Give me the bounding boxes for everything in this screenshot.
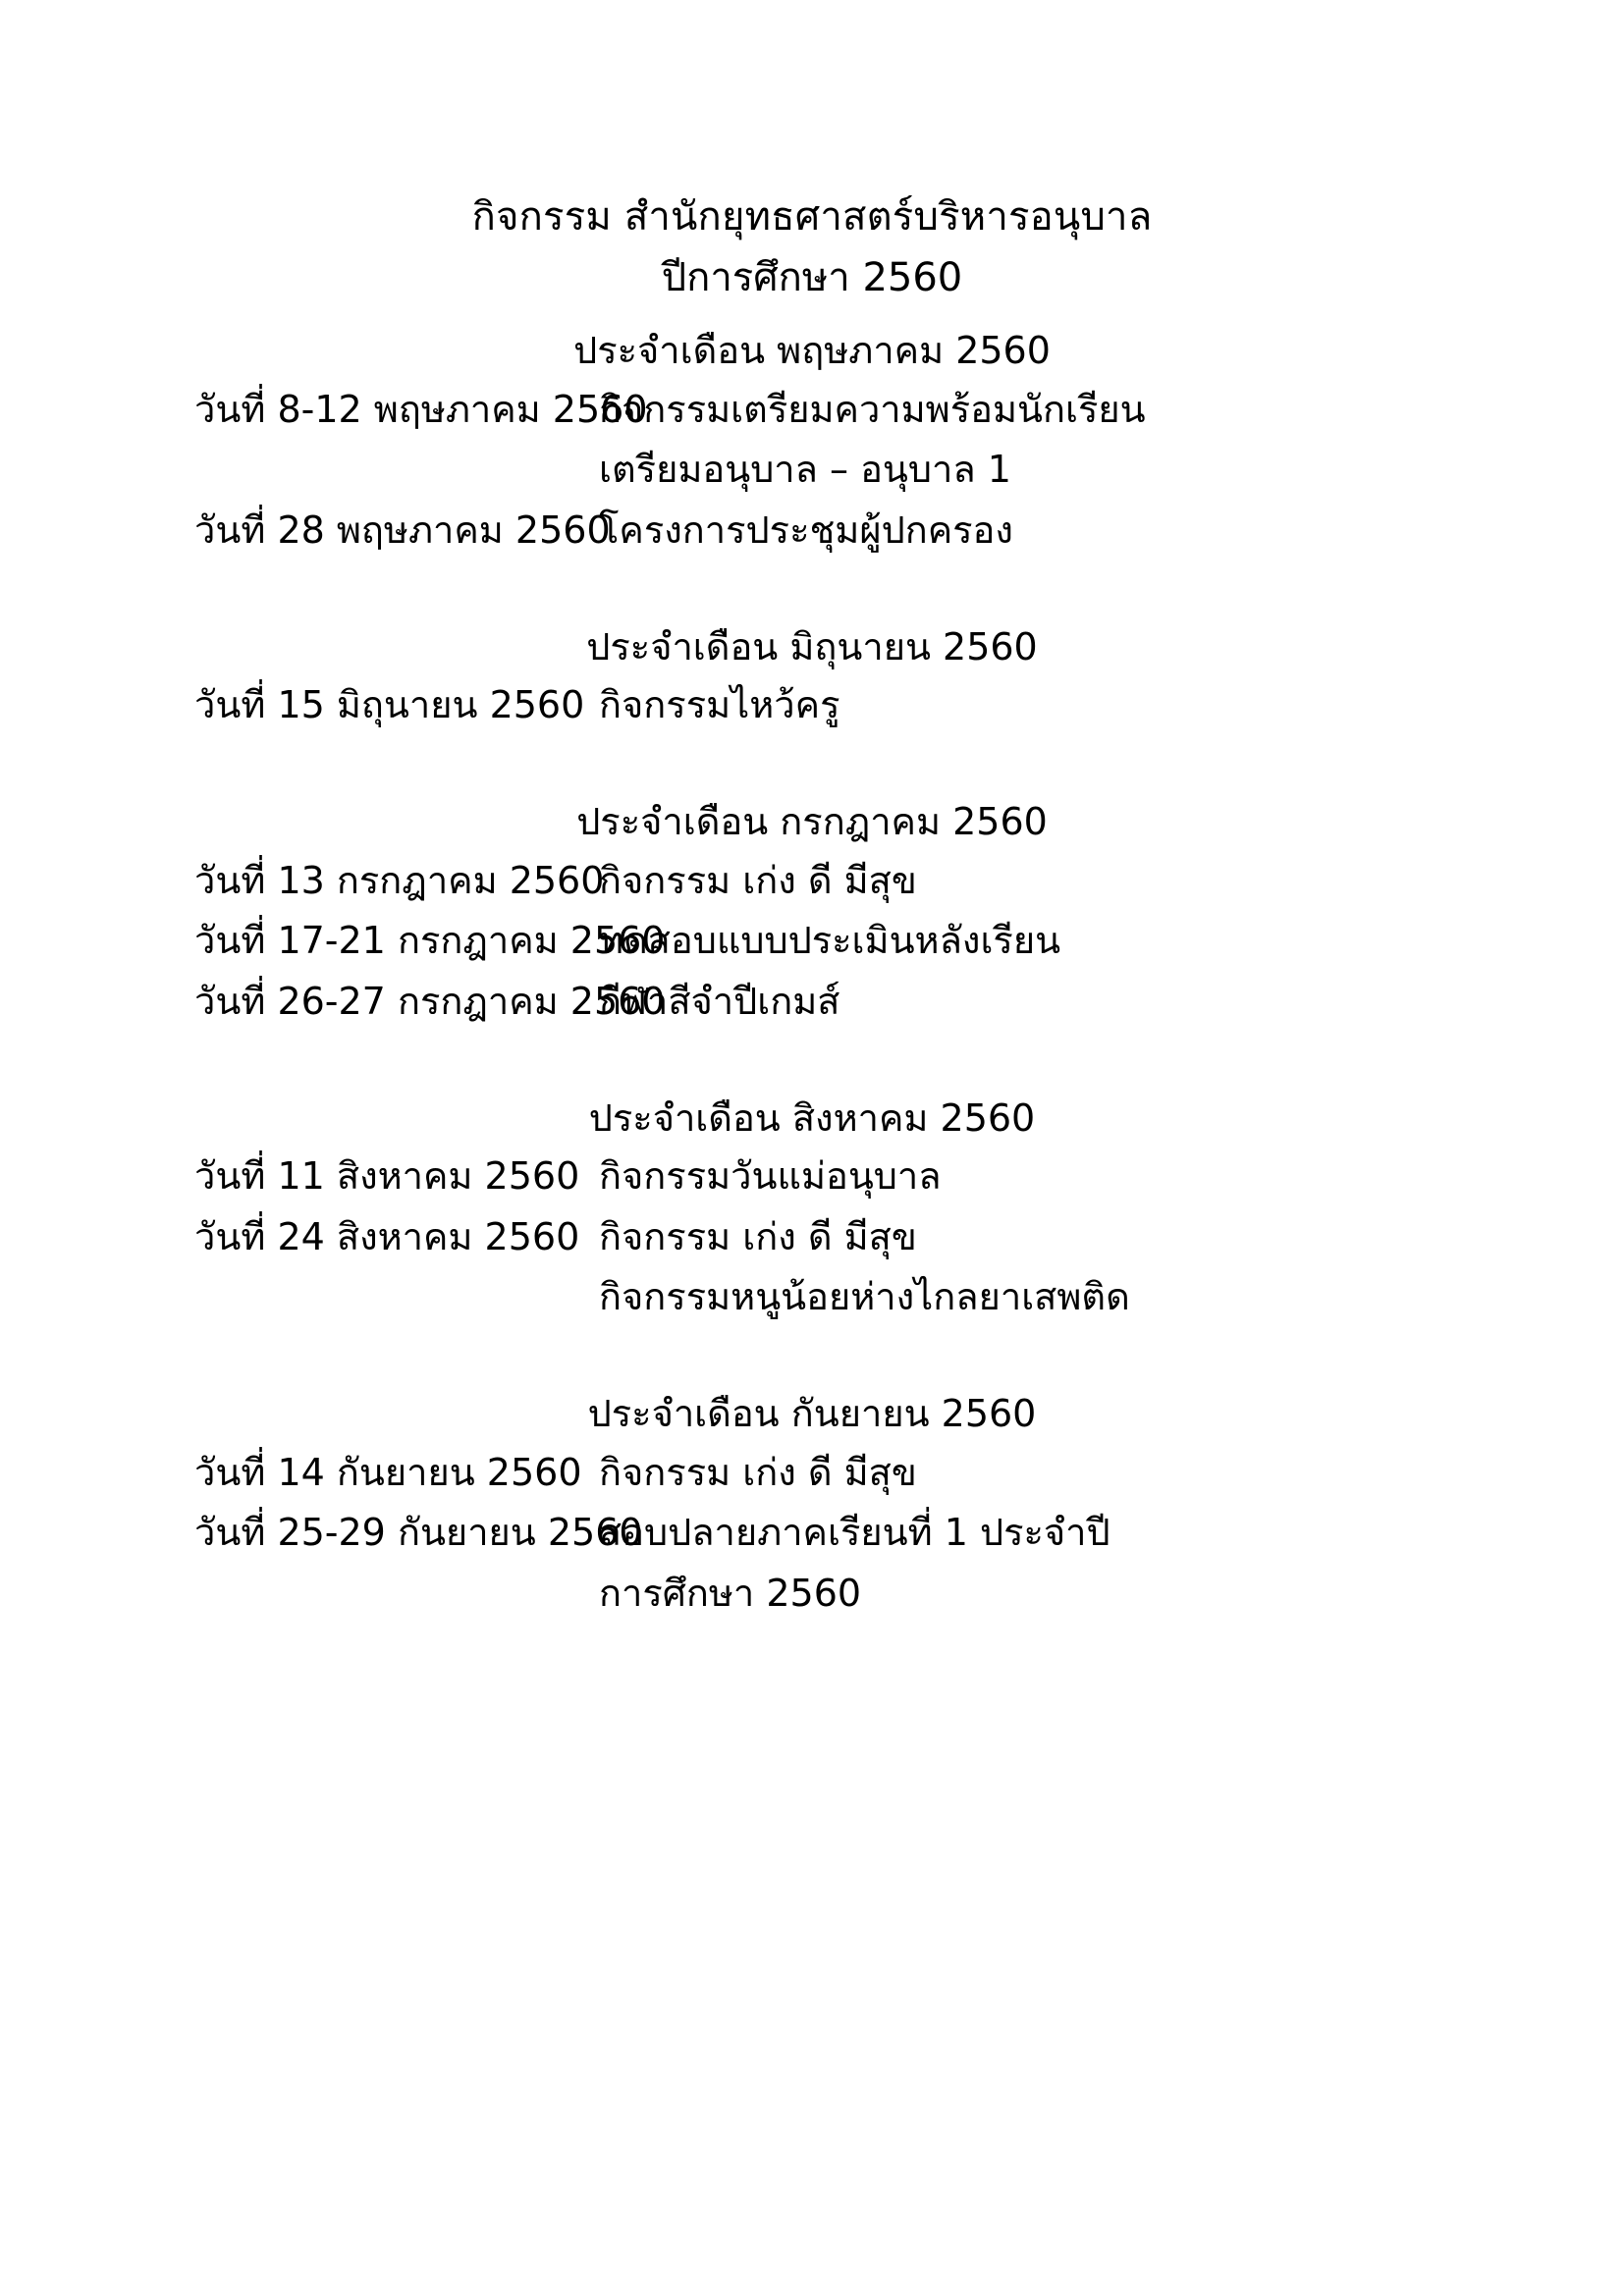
schedule-date: วันที่ 15 มิถุนายน 2560 xyxy=(194,683,585,727)
section-spacer xyxy=(147,736,1477,793)
schedule-row xyxy=(147,1564,1477,1625)
section-spacer xyxy=(147,1033,1477,1090)
schedule-activity: กิจกรรมหนูน้อยห่างไกลยาเสพติด xyxy=(599,1275,1130,1319)
page-subtitle: ปีการศึกษา 2560 xyxy=(661,255,963,300)
month-section xyxy=(147,1090,1477,1329)
schedule-row xyxy=(147,1267,1477,1328)
schedule-date: วันที่ 14 กันยายน 2560 xyxy=(194,1450,582,1494)
schedule-activity: กิจกรรม เก่ง ดี มีสุข xyxy=(599,1214,917,1258)
schedule-date: วันที่ 8-12 พฤษภาคม 2560 xyxy=(194,387,648,431)
month-section xyxy=(147,322,1477,561)
schedule-row xyxy=(147,911,1477,972)
schedule-row xyxy=(147,440,1477,501)
schedule-activity: กิจกรรมวันแม่อนุบาล xyxy=(599,1154,942,1199)
schedule-date: วันที่ 26-27 กรกฎาคม 2560 xyxy=(194,979,666,1023)
schedule-activity: กิจกรรม เก่ง ดี มีสุข xyxy=(599,1450,917,1494)
schedule-activity: กีฬาสีจำปีเกมส์ xyxy=(599,979,840,1023)
schedule-activity: การศึกษา 2560 xyxy=(599,1572,862,1616)
month-heading: ประจำเดือน สิงหาคม 2560 xyxy=(588,1095,1036,1140)
month-heading: ประจำเดือน กันยายน 2560 xyxy=(587,1392,1037,1436)
schedule-row xyxy=(147,972,1477,1033)
schedule-activity: เตรียมอนุบาล – อนุบาล 1 xyxy=(599,448,1011,492)
month-heading: ประจำเดือน พฤษภาคม 2560 xyxy=(573,329,1051,372)
schedule-activity: กิจกรรมเตรียมความพร้อมนักเรียน xyxy=(599,387,1146,431)
schedule-row xyxy=(147,1147,1477,1207)
page-title: กิจกรรม สำนักยุทธศาสตร์บริหารอนุบาล xyxy=(471,194,1153,240)
schedule-row xyxy=(147,501,1477,561)
schedule-activity: โครงการประชุมผู้ปกครอง xyxy=(599,507,1013,552)
month-sections xyxy=(147,322,1477,1625)
schedule-row xyxy=(147,851,1477,912)
schedule-date: วันที่ 17-21 กรกฎาคม 2560 xyxy=(194,919,666,963)
month-heading: ประจำเดือน มิถุนายน 2560 xyxy=(586,624,1038,668)
month-section xyxy=(147,618,1477,736)
schedule-row xyxy=(147,1443,1477,1504)
schedule-activity: สอบปลายภาคเรียนที่ 1 ประจำปี xyxy=(599,1511,1110,1555)
document-header xyxy=(147,187,1477,308)
section-spacer xyxy=(147,561,1477,618)
schedule-date: วันที่ 24 สิงหาคม 2560 xyxy=(194,1214,580,1258)
section-spacer xyxy=(147,1328,1477,1385)
schedule-activity: ทดสอบแบบประเมินหลังเรียน xyxy=(599,919,1061,963)
schedule-date: วันที่ 25-29 กันยายน 2560 xyxy=(194,1511,643,1555)
month-section xyxy=(147,1385,1477,1625)
schedule-row xyxy=(147,1207,1477,1268)
schedule-activity: กิจกรรม เก่ง ดี มีสุข xyxy=(599,858,917,902)
schedule-activity: กิจกรรมไหว้ครู xyxy=(599,683,840,727)
schedule-row xyxy=(147,380,1477,441)
schedule-row xyxy=(147,675,1477,736)
schedule-row xyxy=(147,1503,1477,1564)
schedule-date: วันที่ 28 พฤษภาคม 2560 xyxy=(194,507,611,552)
month-section xyxy=(147,793,1477,1033)
schedule-date: วันที่ 11 สิงหาคม 2560 xyxy=(194,1154,580,1199)
schedule-date: วันที่ 13 กรกฎาคม 2560 xyxy=(194,858,605,902)
month-heading: ประจำเดือน กรกฎาคม 2560 xyxy=(576,799,1048,843)
